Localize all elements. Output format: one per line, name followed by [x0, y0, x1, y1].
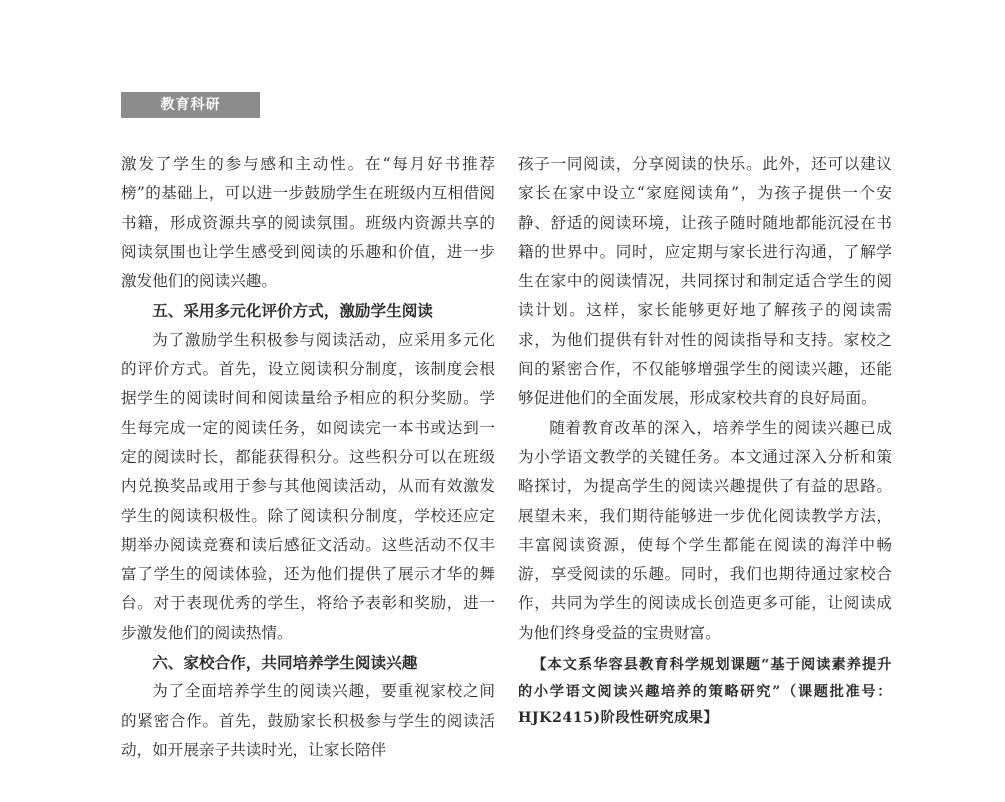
paragraph-home-school: 为了全面培养学生的阅读兴趣，要重视家校之间的紧密合作。首先，鼓励家长积极参与学生的阅读活动，如开展亲子共读时光，让家长陪伴 [121, 682, 495, 759]
funding-note: 【本文系华容县教育科学规划课题“基于阅读素养提升的小学语文阅读兴趣培养的策略研究”（课题批准号：HJK2415)阶段性研究成果】 [518, 657, 892, 727]
paragraph-continued: 激发了学生的参与感和主动性。在“每月好书推荐榜”的基础上，可以进一步鼓励学生在班级内互相借阅书籍，形成资源共享的阅读氛围。班级内资源共享的阅读氛围也让学生感受到阅读的乐趣和价值，进一步激发他们的阅读兴趣。 [121, 155, 495, 291]
paragraph-conclusion: 随着教育改革的深入，培养学生的阅读兴趣已成为小学语文教学的关键任务。本文通过深入分析和策略探讨，为提高学生的阅读兴趣提供了有益的思路。展望未来，我们期待能够进一步优化阅读教学方法，丰富阅读资源，使每个学生都能在阅读的海洋中畅游，享受阅读的乐趣。同时，我们也期待通过家校合作，共同为学生的阅读成长创造更多可能，让阅读成为他们终身受益的宝贵财富。 [518, 418, 892, 642]
section-heading-5: 五、采用多元化评价方式，激励学生阅读 [152, 301, 433, 321]
right-column [518, 150, 892, 732]
paragraph-evaluation: 为了激励学生积极参与阅读活动，应采用多元化的评价方式。首先，设立阅读积分制度，该制度会根据学生的阅读时间和阅读量给予相应的积分奖励。学生每完成一定的阅读任务，如阅读完一本书或达到一定的阅读时长，都能获得积分。这些积分可以在班级内兑换奖品或用于参与其他阅读活动，从而有效激发学生的阅读积极性。除了阅读积分制度，学校还应定期举办阅读竞赛和读后感征文活动。这些活动不仅丰富了学生的阅读体验，还为他们提供了展示才华的舞台。对于表现优秀的学生，将给予表彰和奖励，进一步激发他们的阅读热情。 [121, 330, 495, 642]
section-tag: 教育科研 [121, 92, 260, 118]
paragraph-continued: 孩子一同阅读，分享阅读的快乐。此外，还可以建议家长在家中设立“家庭阅读角”，为孩子提供一个安静、舒适的阅读环境，让孩子随时随地都能沉浸在书籍的世界中。同时，应定期与家长进行沟通，了解学生在家中的阅读情况，共同探讨和制定适合学生的阅读计划。这样，家长能够更好地了解孩子的阅读需求，为他们提供有针对性的阅读指导和支持。家校之间的紧密合作，不仅能够增强学生的阅读兴趣，还能够促进他们的全面发展，形成家校共育的良好局面。 [518, 155, 892, 408]
left-column [121, 150, 495, 765]
section-heading-6: 六、家校合作，共同培养学生阅读兴趣 [152, 653, 418, 673]
